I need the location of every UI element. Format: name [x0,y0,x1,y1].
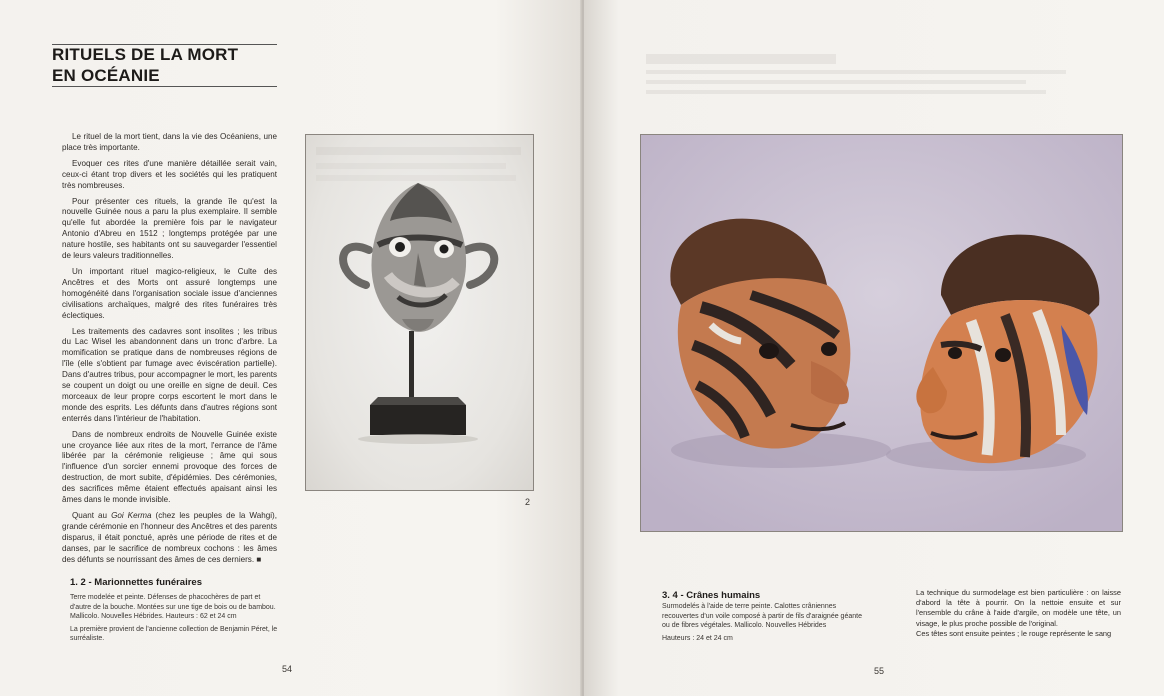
caption-text: Surmodelés à l'aide de terre peinte. Calottes crâniennes recouvertes d'un voile composé à partir de fils d'araignée géante ou de fibres végétales. Mallicolo. Nouvelles Hébrides [662,603,862,630]
paragraph: Un important rituel magico-religieux, le Culte des Ancêtres et des Morts ont assuré longtemps une homogénéité dans l'organisation sociale issue d'anciennes civilisations archaïques, malgré des rites funéraires très éclectiques. [62,266,277,320]
overmodelled-skulls-illustration [641,135,1122,531]
caption-text: Terre modelée et peinte. Défenses de phacochères de part et d'autre de la bouche. Montées sur une tige de bois ou de bambou. Mallicolo. Nouvelles Hébrides. Hauteurs : 62 et 24 cm [70,594,276,621]
paragraph: Pour présenter ces rituels, la grande île qu'est la nouvelle Guinée nous a paru la plus exemplaire. Il semble qu'elle fut abordée la première fois par le navigateur Antonio d'Abreu en 1512 ; longtemps protégée par une nature hostile, ses habitants ont su sauvegarder l'essentiel de leurs valeurs traditionnelles. [62,196,277,261]
paragraph: Ces têtes sont ensuite peintes ; le rouge représente le sang [916,628,1112,638]
page-number-left: 54 [282,664,293,674]
title-bottom-rule [52,86,277,87]
title-line-2: EN OCÉANIE [52,66,160,85]
goi-kerma-term: Goi Kerma [111,511,152,520]
figure-number: 2 [525,497,531,507]
caption-body-right [662,602,870,646]
photo-funeral-puppet [305,134,534,491]
page-title [52,44,282,86]
caption-title-right: 3. 4 - Crânes humains [662,590,761,601]
caption-heights: Hauteurs : 24 et 24 cm [662,634,733,642]
caption-note: La première provient de l'ancienne collection de Benjamin Péret, le surréaliste. [70,625,278,643]
caption-title-left: 1. 2 - Marionnettes funéraires [70,577,202,588]
funeral-puppet-illustration [306,135,533,490]
caption-body-left [70,593,282,647]
article-body [62,132,277,571]
paragraph: Le rituel de la mort tient, dans la vie des Océaniens, une place très importante. [62,132,277,152]
paragraph-last: Quant au Goi Kerma (chez les peuples de la Wahgi), grande cérémonie en l'honneur des Ancêtres et des parents disparus, il était ponctué, après une période de rites et de danses, par le sacrifice de nombreux cochons : les âmes des défunts se nourrissant des âmes de ces derniers. ■ [62,511,277,564]
show-through-text [646,48,1126,128]
title-line-1: RITUELS DE LA MORT [52,45,239,64]
photo-human-skulls [640,134,1123,532]
surmodelage-text [916,588,1121,639]
paragraph: Evoquer ces rites d'une manière détaillée serait vain, ceux-ci étant trop divers et les sociétés qui les pratiquent très nombreuses. [62,158,277,190]
paragraph: La technique du surmodelage est bien particulière : on laisse d'abord la tête à pourrir. On la nettoie ensuite et sur l'ensemble du crâne à l'aide d'argile, on modèle une tête, un visage, le plus proche possible de l'original. [916,588,1121,628]
paragraph: Dans de nombreux endroits de Nouvelle Guinée existe une croyance liée aux rites de la mort, l'errance de l'âme libérée par la cérémonie religieuse ; âme qui sous l'influence d'un sorcier ennemi provoque des forces de destruction, de mort subite, d'épidémies. Des cérémonies, des sacrifices même étaient effectués apaisant ainsi les âmes dans le monde invisible. [62,429,277,505]
paragraph: Les traitements des cadavres sont insolites ; les tribus du Lac Wisel les abandonnent dans un tronc d'arbre. La momification se pratique dans de nombreuses régions de l'île (elle s'obtient par fumage avec éviscération partielle). Dans d'autres tribus, pour accompagner le mort, les parents se coupent un doigt ou une oreille en signe de deuil. Ces morceaux de leur propre corps escortent le mort dans le monde des esprits. Les défunts dans d'autres régions sont enterrés dans l'intérieur de l'habitation. [62,326,277,423]
page-number-right: 55 [874,666,885,676]
